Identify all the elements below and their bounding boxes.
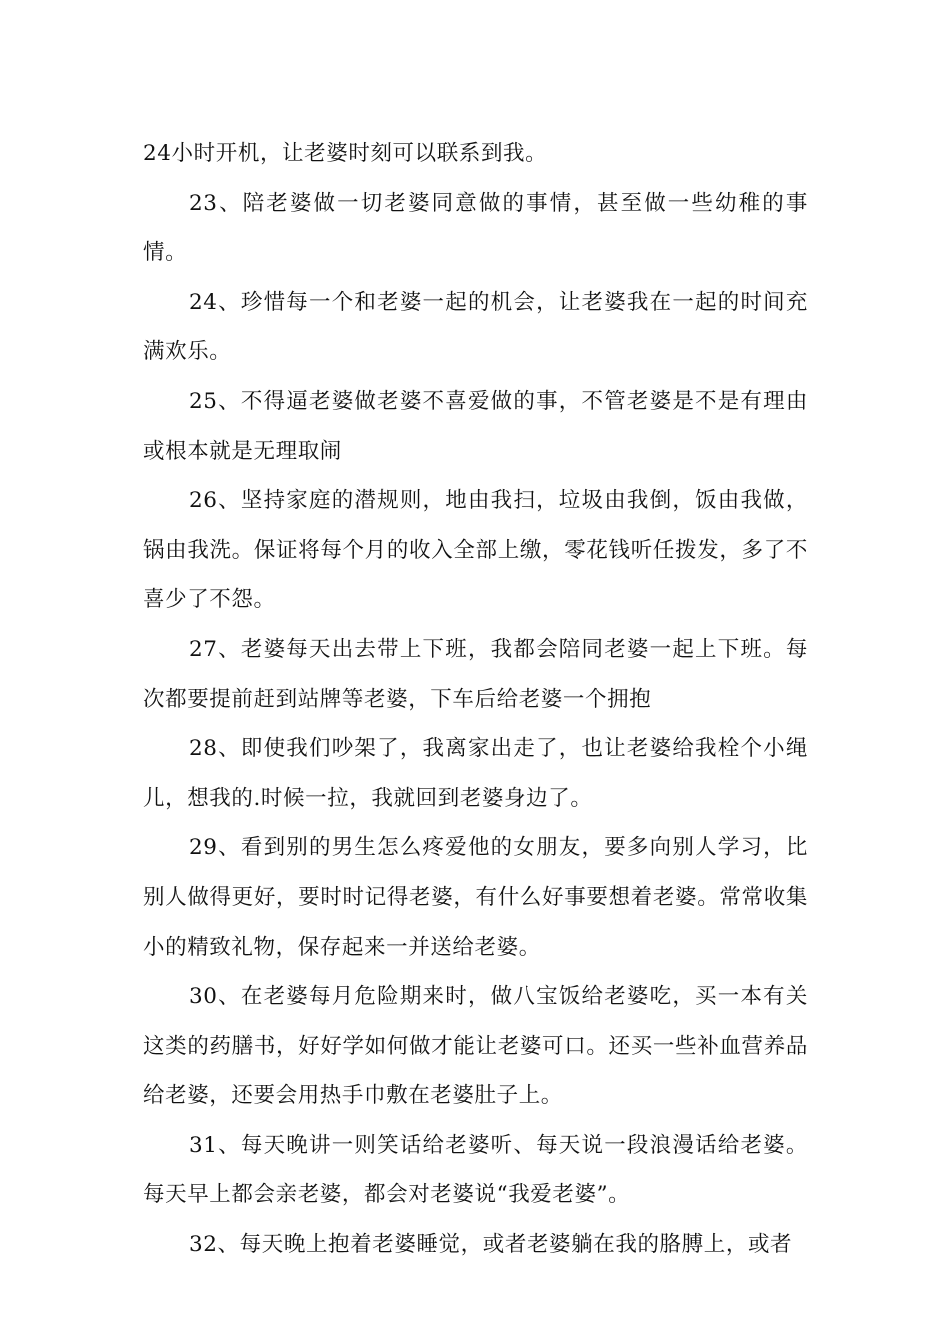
paragraph-1: 24小时开机，让老婆时刻可以联系到我。 — [143, 141, 548, 166]
paragraph-10: 31、每天晚讲一则笑话给老婆听、每天说一段浪漫话给老婆。每天早上都会亲老婆，都会对老婆说“我爱老婆”。 — [143, 1132, 808, 1208]
paragraph-5: 26、坚持家庭的潜规则，地由我扫，垃圾由我倒，饭由我做，锅由我洗。保证将每个月的收入全部上缴，零花钱听任拨发，多了不喜少了不怨。 — [143, 488, 808, 613]
paragraph-8: 29、看到别的男生怎么疼爱他的女朋友，要多向别人学习，比别人做得更好，要时时记得老婆，有什么好事要想着老婆。常常收集小的精致礼物，保存起来一并送给老婆。 — [143, 835, 808, 960]
paragraph-2: 23、陪老婆做一切老婆同意做的事情，甚至做一些幼稚的事情。 — [143, 190, 808, 266]
paragraph-4: 25、不得逼老婆做老婆不喜爱做的事，不管老婆是不是有理由或根本就是无理取闹 — [143, 388, 808, 464]
paragraph-11: 32、每天晚上抱着老婆睡觉，或者老婆躺在我的胳膊上，或者 — [189, 1232, 793, 1258]
paragraph-7: 28、即使我们吵架了，我离家出走了，也让老婆给我栓个小绳儿，想我的.时候一拉，我就回到老婆身边了。 — [143, 736, 808, 811]
document-body — [143, 129, 808, 1270]
paragraph-6: 27、老婆每天出去带上下班，我都会陪同老婆一起上下班。每次都要提前赶到站牌等老婆，下车后给老婆一个拥抱 — [143, 636, 808, 712]
paragraph-3: 24、珍惜每一个和老婆一起的机会，让老婆我在一起的时间充满欢乐。 — [143, 289, 808, 365]
paragraph-9: 30、在老婆每月危险期来时，做八宝饭给老婆吃，买一本有关这类的药膳书，好好学如何做才能让老婆可口。还买一些补血营养品给老婆，还要会用热手巾敷在老婆肚子上。 — [143, 984, 808, 1109]
